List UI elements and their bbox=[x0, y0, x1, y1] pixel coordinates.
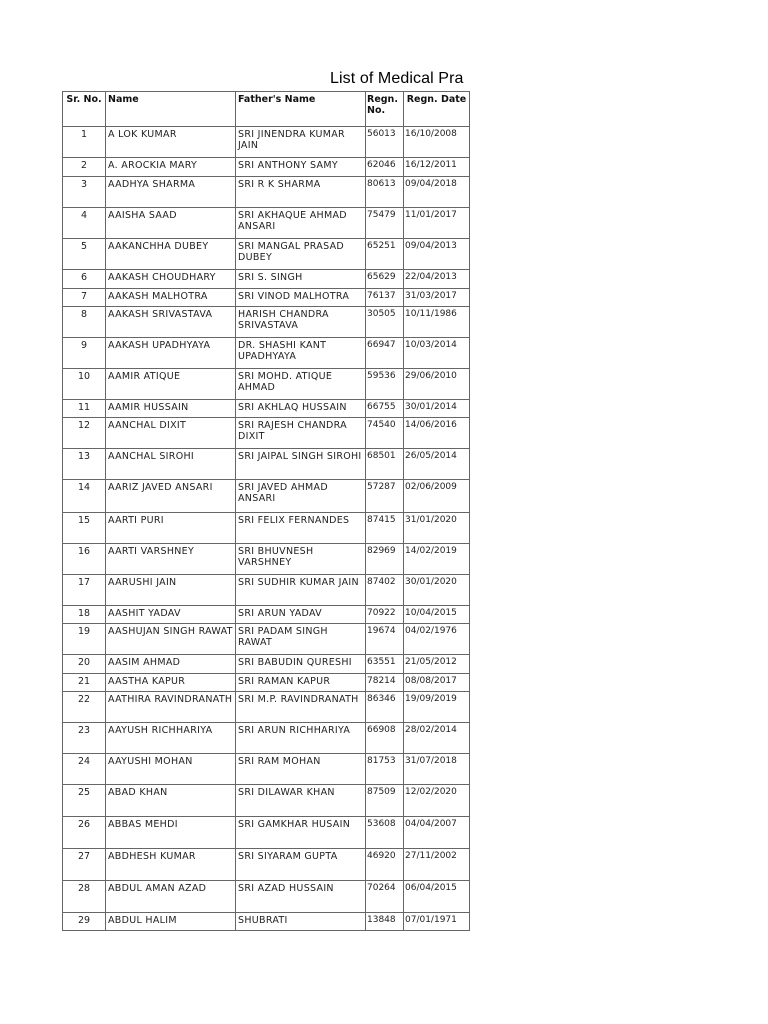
table-row bbox=[63, 480, 470, 513]
cell-name: AASHIT YADAV bbox=[106, 606, 236, 624]
cell-sr-no: 5 bbox=[63, 239, 106, 270]
cell-sr-no: 9 bbox=[63, 338, 106, 369]
cell-sr-no: 12 bbox=[63, 418, 106, 449]
cell-regn-date: 04/02/1976 bbox=[404, 624, 470, 655]
table-row bbox=[63, 575, 470, 606]
cell-name: A. AROCKIA MARY bbox=[106, 158, 236, 177]
cell-father-name: HARISH CHANDRA SRIVASTAVA bbox=[236, 307, 366, 338]
table-row bbox=[63, 913, 470, 931]
cell-father-name: SRI AKHAQUE AHMAD ANSARI bbox=[236, 208, 366, 239]
cell-father-name: SRI BHUVNESH VARSHNEY bbox=[236, 544, 366, 575]
cell-father-name: SRI JINENDRA KUMAR JAIN bbox=[236, 127, 366, 158]
cell-name: AAYUSH RICHHARIYA bbox=[106, 723, 236, 754]
cell-name: AAKASH CHOUDHARY bbox=[106, 270, 236, 289]
cell-regn-date: 10/04/2015 bbox=[404, 606, 470, 624]
table-row bbox=[63, 723, 470, 754]
table-row bbox=[63, 449, 470, 480]
cell-regn-no: 76137 bbox=[366, 289, 404, 307]
cell-regn-date: 12/02/2020 bbox=[404, 785, 470, 817]
cell-regn-date: 21/05/2012 bbox=[404, 655, 470, 674]
table-row bbox=[63, 158, 470, 177]
cell-sr-no: 8 bbox=[63, 307, 106, 338]
cell-regn-date: 04/04/2007 bbox=[404, 817, 470, 849]
cell-regn-no: 66755 bbox=[366, 400, 404, 418]
cell-sr-no: 4 bbox=[63, 208, 106, 239]
cell-sr-no: 2 bbox=[63, 158, 106, 177]
cell-sr-no: 14 bbox=[63, 480, 106, 513]
table-row bbox=[63, 369, 470, 400]
cell-name: ABDUL HALIM bbox=[106, 913, 236, 931]
table-row bbox=[63, 418, 470, 449]
cell-father-name: SRI VINOD MALHOTRA bbox=[236, 289, 366, 307]
cell-sr-no: 7 bbox=[63, 289, 106, 307]
cell-father-name: SRI AKHLAQ HUSSAIN bbox=[236, 400, 366, 418]
cell-name: ABAD KHAN bbox=[106, 785, 236, 817]
cell-sr-no: 25 bbox=[63, 785, 106, 817]
cell-regn-no: 87415 bbox=[366, 513, 404, 544]
cell-name: AANCHAL DIXIT bbox=[106, 418, 236, 449]
cell-regn-no: 70264 bbox=[366, 881, 404, 913]
cell-name: A LOK KUMAR bbox=[106, 127, 236, 158]
cell-sr-no: 29 bbox=[63, 913, 106, 931]
cell-name: AAKASH SRIVASTAVA bbox=[106, 307, 236, 338]
column-header-sr-no: Sr. No. bbox=[63, 92, 106, 127]
cell-sr-no: 16 bbox=[63, 544, 106, 575]
cell-name: AARUSHI JAIN bbox=[106, 575, 236, 606]
cell-father-name: SRI M.P. RAVINDRANATH bbox=[236, 692, 366, 723]
cell-name: AAISHA SAAD bbox=[106, 208, 236, 239]
cell-father-name: SRI MANGAL PRASAD DUBEY bbox=[236, 239, 366, 270]
cell-regn-no: 82969 bbox=[366, 544, 404, 575]
column-header-regn-date: Regn. Date bbox=[404, 92, 470, 127]
cell-father-name: SRI SIYARAM GUPTA bbox=[236, 849, 366, 881]
table-row bbox=[63, 289, 470, 307]
column-header-name: Name bbox=[106, 92, 236, 127]
cell-father-name: SRI S. SINGH bbox=[236, 270, 366, 289]
cell-regn-date: 22/04/2013 bbox=[404, 270, 470, 289]
cell-regn-date: 02/06/2009 bbox=[404, 480, 470, 513]
cell-father-name: SRI DILAWAR KHAN bbox=[236, 785, 366, 817]
cell-regn-date: 14/02/2019 bbox=[404, 544, 470, 575]
column-header-regn-no: Regn. No. bbox=[366, 92, 404, 127]
cell-regn-no: 86346 bbox=[366, 692, 404, 723]
cell-regn-date: 30/01/2020 bbox=[404, 575, 470, 606]
cell-regn-date: 29/06/2010 bbox=[404, 369, 470, 400]
cell-father-name: DR. SHASHI KANT UPADHYAYA bbox=[236, 338, 366, 369]
cell-name: AANCHAL SIROHI bbox=[106, 449, 236, 480]
cell-regn-no: 65251 bbox=[366, 239, 404, 270]
cell-sr-no: 24 bbox=[63, 754, 106, 785]
cell-regn-date: 07/01/1971 bbox=[404, 913, 470, 931]
cell-sr-no: 27 bbox=[63, 849, 106, 881]
cell-name: AASHUJAN SINGH RAWAT bbox=[106, 624, 236, 655]
cell-regn-date: 09/04/2018 bbox=[404, 177, 470, 208]
cell-regn-no: 68501 bbox=[366, 449, 404, 480]
cell-sr-no: 28 bbox=[63, 881, 106, 913]
cell-sr-no: 26 bbox=[63, 817, 106, 849]
cell-regn-date: 10/03/2014 bbox=[404, 338, 470, 369]
cell-regn-date: 10/11/1986 bbox=[404, 307, 470, 338]
table-header-row bbox=[63, 92, 470, 127]
cell-regn-no: 65629 bbox=[366, 270, 404, 289]
cell-sr-no: 17 bbox=[63, 575, 106, 606]
cell-sr-no: 20 bbox=[63, 655, 106, 674]
cell-regn-date: 26/05/2014 bbox=[404, 449, 470, 480]
cell-regn-date: 28/02/2014 bbox=[404, 723, 470, 754]
cell-name: AAKASH MALHOTRA bbox=[106, 289, 236, 307]
table-row bbox=[63, 400, 470, 418]
cell-name: AAKANCHHA DUBEY bbox=[106, 239, 236, 270]
cell-regn-date: 30/01/2014 bbox=[404, 400, 470, 418]
table-row bbox=[63, 674, 470, 692]
cell-regn-no: 66947 bbox=[366, 338, 404, 369]
table-row bbox=[63, 513, 470, 544]
cell-sr-no: 10 bbox=[63, 369, 106, 400]
cell-name: AAKASH UPADHYAYA bbox=[106, 338, 236, 369]
cell-regn-no: 30505 bbox=[366, 307, 404, 338]
cell-regn-no: 57287 bbox=[366, 480, 404, 513]
cell-father-name: SRI ANTHONY SAMY bbox=[236, 158, 366, 177]
cell-regn-no: 75479 bbox=[366, 208, 404, 239]
table-row bbox=[63, 307, 470, 338]
table-row bbox=[63, 754, 470, 785]
cell-regn-no: 87509 bbox=[366, 785, 404, 817]
cell-regn-no: 46920 bbox=[366, 849, 404, 881]
cell-name: AAYUSHI MOHAN bbox=[106, 754, 236, 785]
cell-regn-date: 11/01/2017 bbox=[404, 208, 470, 239]
cell-name: AATHIRA RAVINDRANATH bbox=[106, 692, 236, 723]
cell-regn-no: 74540 bbox=[366, 418, 404, 449]
cell-sr-no: 13 bbox=[63, 449, 106, 480]
cell-father-name: SRI SUDHIR KUMAR JAIN bbox=[236, 575, 366, 606]
cell-name: AAMIR HUSSAIN bbox=[106, 400, 236, 418]
cell-father-name: SRI RAMAN KAPUR bbox=[236, 674, 366, 692]
cell-regn-date: 16/10/2008 bbox=[404, 127, 470, 158]
cell-sr-no: 6 bbox=[63, 270, 106, 289]
cell-regn-date: 06/04/2015 bbox=[404, 881, 470, 913]
table-row bbox=[63, 208, 470, 239]
table-row bbox=[63, 624, 470, 655]
cell-regn-date: 09/04/2013 bbox=[404, 239, 470, 270]
table-row bbox=[63, 544, 470, 575]
table-row bbox=[63, 606, 470, 624]
cell-sr-no: 22 bbox=[63, 692, 106, 723]
cell-regn-no: 53608 bbox=[366, 817, 404, 849]
cell-regn-date: 16/12/2011 bbox=[404, 158, 470, 177]
cell-regn-no: 81753 bbox=[366, 754, 404, 785]
table-row bbox=[63, 177, 470, 208]
cell-name: ABDUL AMAN AZAD bbox=[106, 881, 236, 913]
table-row bbox=[63, 881, 470, 913]
cell-regn-date: 31/03/2017 bbox=[404, 289, 470, 307]
table-row bbox=[63, 338, 470, 369]
table-row bbox=[63, 127, 470, 158]
cell-regn-date: 27/11/2002 bbox=[404, 849, 470, 881]
cell-father-name: SRI FELIX FERNANDES bbox=[236, 513, 366, 544]
cell-name: ABBAS MEHDI bbox=[106, 817, 236, 849]
cell-sr-no: 3 bbox=[63, 177, 106, 208]
cell-father-name: SRI AZAD HUSSAIN bbox=[236, 881, 366, 913]
cell-sr-no: 1 bbox=[63, 127, 106, 158]
cell-name: AARTI PURI bbox=[106, 513, 236, 544]
cell-father-name: SRI GAMKHAR HUSAIN bbox=[236, 817, 366, 849]
column-header-father-name: Father's Name bbox=[236, 92, 366, 127]
cell-sr-no: 18 bbox=[63, 606, 106, 624]
table-body bbox=[63, 127, 470, 931]
cell-father-name: SRI R K SHARMA bbox=[236, 177, 366, 208]
cell-name: AARIZ JAVED ANSARI bbox=[106, 480, 236, 513]
cell-name: ABDHESH KUMAR bbox=[106, 849, 236, 881]
table-row bbox=[63, 849, 470, 881]
cell-sr-no: 23 bbox=[63, 723, 106, 754]
table-row bbox=[63, 785, 470, 817]
cell-father-name: SRI JAIPAL SINGH SIROHI bbox=[236, 449, 366, 480]
cell-father-name: SRI ARUN RICHHARIYA bbox=[236, 723, 366, 754]
cell-father-name: SRI BABUDIN QURESHI bbox=[236, 655, 366, 674]
cell-father-name: SHUBRATI bbox=[236, 913, 366, 931]
table-row bbox=[63, 239, 470, 270]
cell-regn-no: 62046 bbox=[366, 158, 404, 177]
cell-father-name: SRI ARUN YADAV bbox=[236, 606, 366, 624]
cell-name: AAMIR ATIQUE bbox=[106, 369, 236, 400]
cell-sr-no: 19 bbox=[63, 624, 106, 655]
cell-regn-no: 70922 bbox=[366, 606, 404, 624]
table-row bbox=[63, 270, 470, 289]
cell-regn-date: 31/07/2018 bbox=[404, 754, 470, 785]
cell-father-name: SRI MOHD. ATIQUE AHMAD bbox=[236, 369, 366, 400]
cell-regn-no: 80613 bbox=[366, 177, 404, 208]
cell-name: AASIM AHMAD bbox=[106, 655, 236, 674]
cell-sr-no: 21 bbox=[63, 674, 106, 692]
practitioner-register-table bbox=[62, 91, 470, 931]
cell-regn-no: 66908 bbox=[366, 723, 404, 754]
page-title: List of Medical Pra bbox=[330, 70, 464, 87]
cell-father-name: SRI RAM MOHAN bbox=[236, 754, 366, 785]
cell-regn-no: 59536 bbox=[366, 369, 404, 400]
cell-sr-no: 15 bbox=[63, 513, 106, 544]
cell-regn-date: 31/01/2020 bbox=[404, 513, 470, 544]
table-row bbox=[63, 817, 470, 849]
cell-regn-no: 78214 bbox=[366, 674, 404, 692]
cell-father-name: SRI RAJESH CHANDRA DIXIT bbox=[236, 418, 366, 449]
cell-regn-no: 63551 bbox=[366, 655, 404, 674]
cell-regn-no: 87402 bbox=[366, 575, 404, 606]
cell-name: AASTHA KAPUR bbox=[106, 674, 236, 692]
cell-name: AARTI VARSHNEY bbox=[106, 544, 236, 575]
cell-regn-no: 19674 bbox=[366, 624, 404, 655]
cell-regn-date: 14/06/2016 bbox=[404, 418, 470, 449]
cell-name: AADHYA SHARMA bbox=[106, 177, 236, 208]
cell-regn-date: 19/09/2019 bbox=[404, 692, 470, 723]
cell-regn-no: 13848 bbox=[366, 913, 404, 931]
cell-regn-no: 56013 bbox=[366, 127, 404, 158]
cell-sr-no: 11 bbox=[63, 400, 106, 418]
cell-father-name: SRI JAVED AHMAD ANSARI bbox=[236, 480, 366, 513]
cell-regn-date: 08/08/2017 bbox=[404, 674, 470, 692]
cell-father-name: SRI PADAM SINGH RAWAT bbox=[236, 624, 366, 655]
table-row bbox=[63, 692, 470, 723]
table-row bbox=[63, 655, 470, 674]
